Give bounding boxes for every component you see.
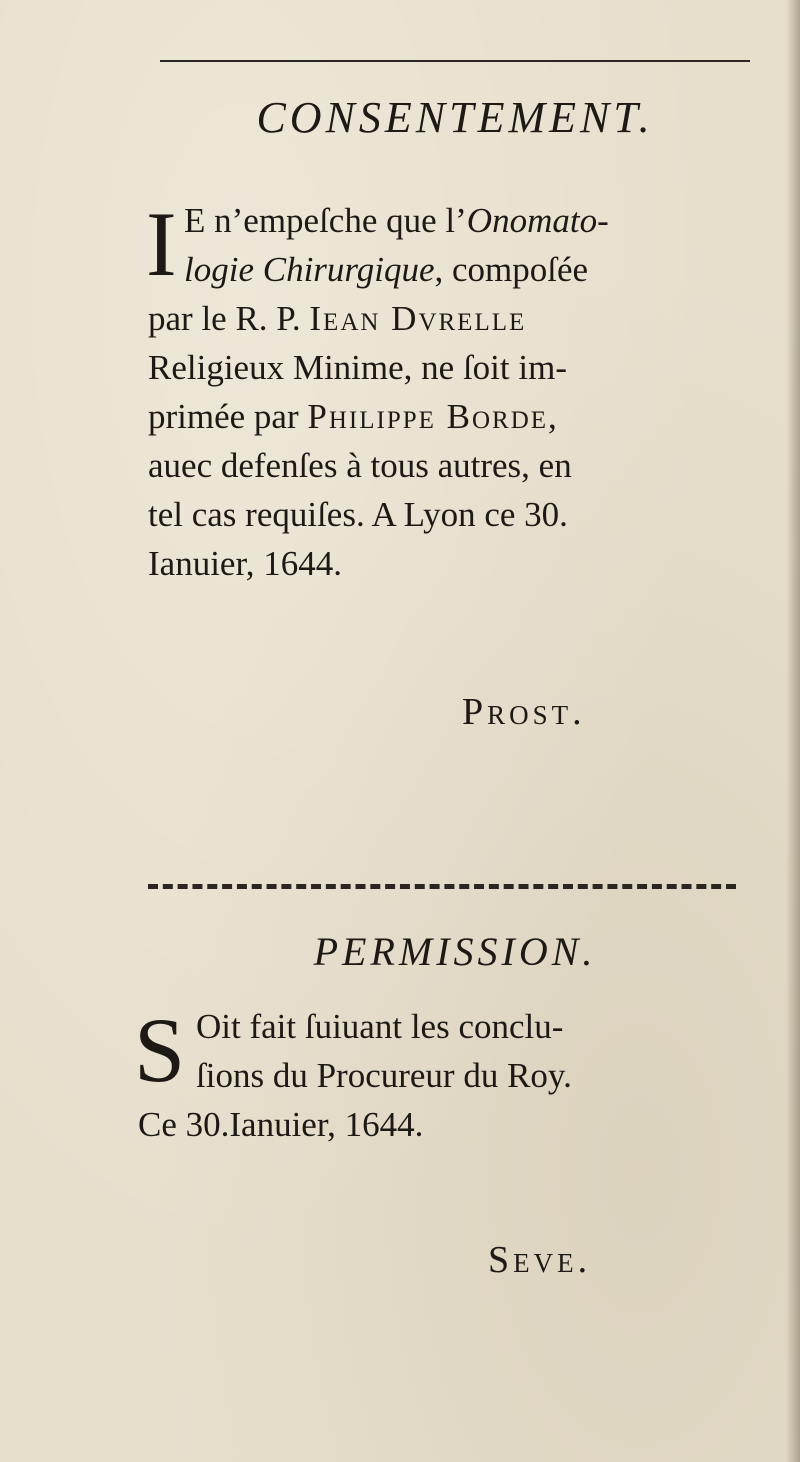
section-divider-rule [148, 884, 736, 889]
consentement-drop-cap: I [146, 193, 177, 295]
text-line: primée par Philippe Borde, [148, 397, 559, 436]
text-line: par le R. P. Iean Dvrelle [148, 299, 527, 338]
text-line: ſions du Procureur du Roy. [196, 1056, 572, 1095]
permission-signature: Seve. [488, 1239, 592, 1281]
top-rule [160, 60, 750, 62]
consentement-heading: CONSENTEMENT. [256, 93, 654, 142]
text-line: logie Chirurgique, compoſée [184, 250, 589, 289]
page-edge-shadow [786, 0, 800, 1462]
text-line: Religieux Minime, ne ſoit im- [148, 348, 567, 387]
text-line: E n’empeſche que l’Onomato- [184, 201, 609, 240]
permission-drop-cap: S [134, 999, 186, 1101]
permission-heading: PERMISSION. [313, 929, 597, 974]
text-line: Oit fait ſuiuant les conclu- [196, 1007, 564, 1046]
text-line: tel cas requiſes. A Lyon ce 30. [148, 495, 568, 534]
text-line: Ce 30.Ianuier, 1644. [138, 1105, 424, 1144]
permission-paragraph [138, 1002, 572, 1149]
text-line: auec defenſes à tous autres, en [148, 446, 572, 485]
consentement-signature: Prost. [462, 691, 586, 733]
consentement-paragraph [146, 193, 609, 588]
text-line: Ianuier, 1644. [148, 544, 342, 583]
